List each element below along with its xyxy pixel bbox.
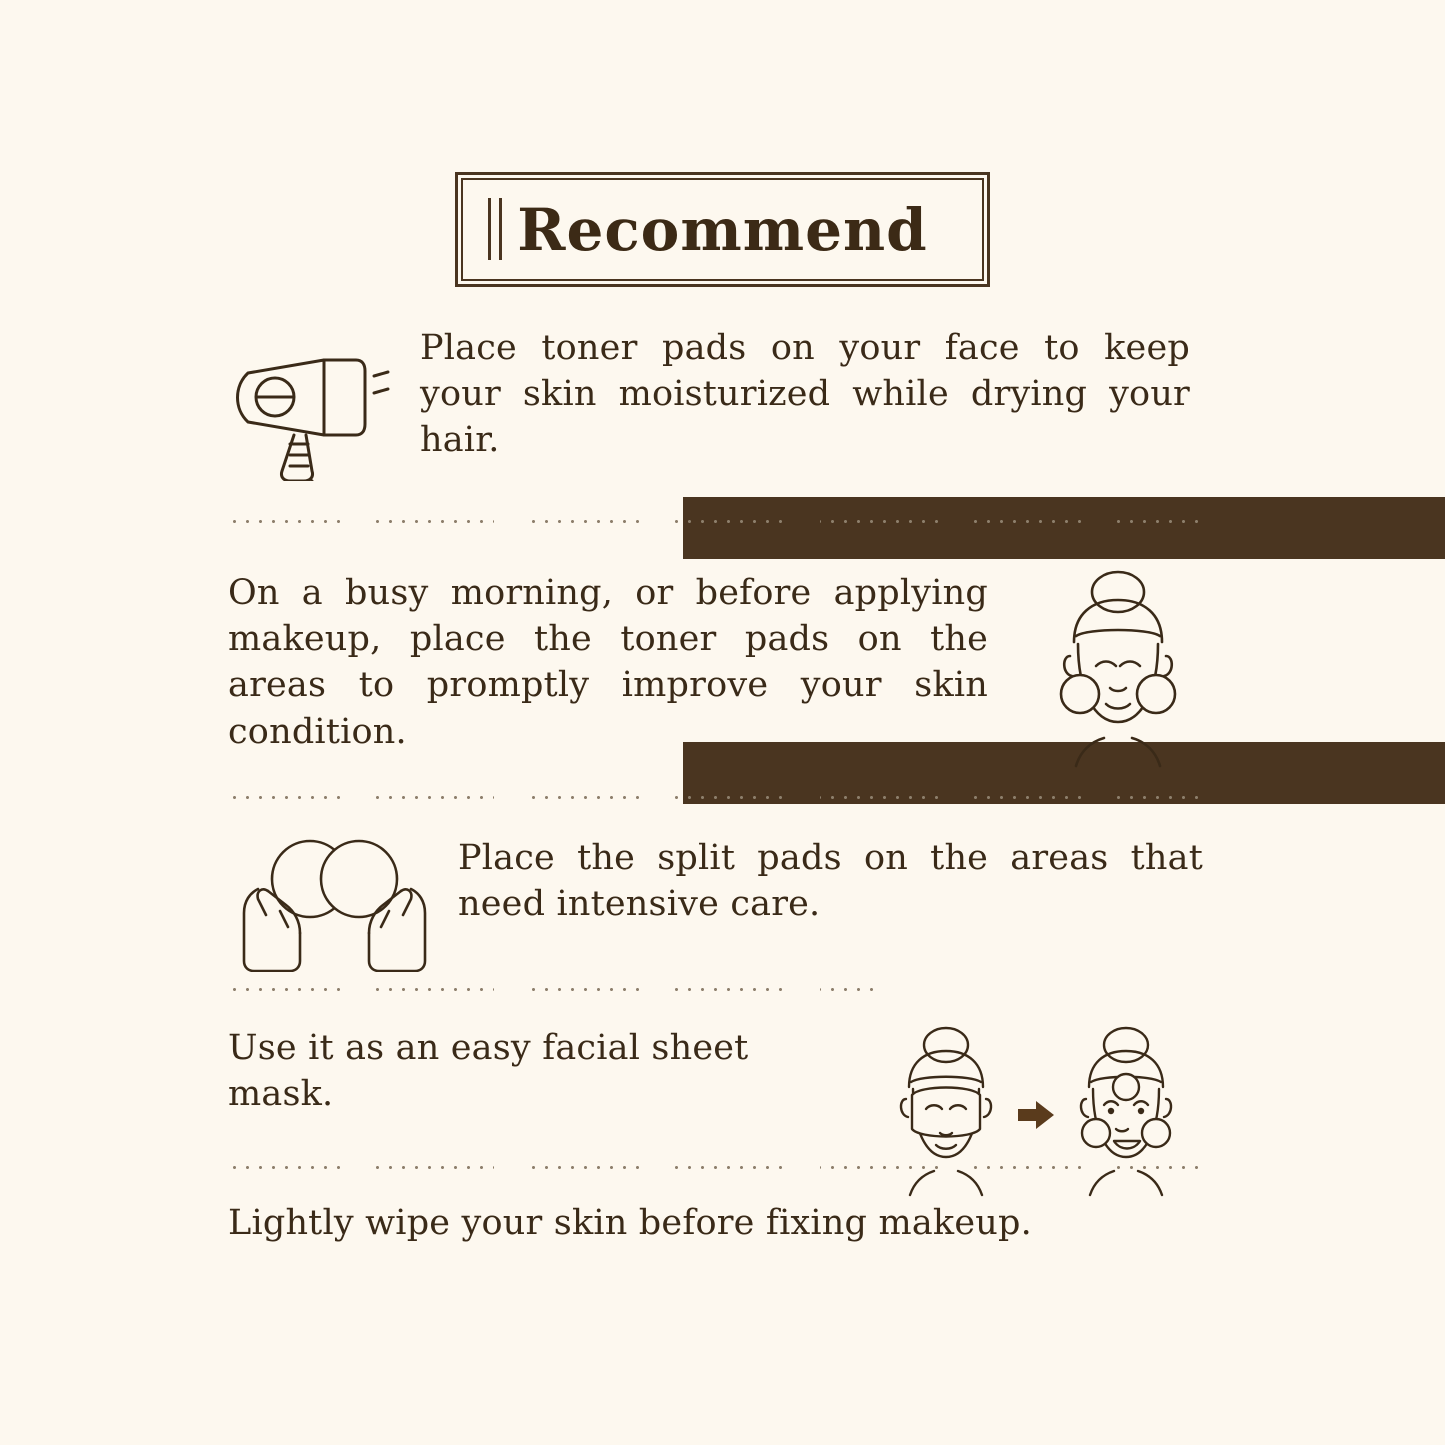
page-title-text: Recommend <box>517 195 928 264</box>
separator-4 <box>228 1166 1203 1169</box>
tip-text-1: Place toner pads on your face to keep your skin moisturized while drying your hair. <box>420 328 1190 461</box>
separator-3 <box>228 988 878 991</box>
tip-text-3: Place the split pads on the areas that need intensive care. <box>458 838 1203 925</box>
face-with-pads-icon <box>1018 570 1218 770</box>
hands-splitting-pad-icon <box>228 837 443 972</box>
tip-row-5 <box>228 1200 1218 1246</box>
tip-text-4: Use it as an easy facial sheet mask. <box>228 1028 749 1115</box>
separator-2 <box>228 796 1203 799</box>
page-title <box>455 172 990 287</box>
tip-row-3 <box>228 835 1218 972</box>
face-sheet-mask-before-after-icon <box>868 1025 1208 1215</box>
tip-text-2: On a busy morning, or before applying makeup, place the toner pads on the areas to promptly improve your skin condition. <box>228 573 988 752</box>
separator-1 <box>228 520 1203 523</box>
tip-row-4 <box>228 1025 1218 1215</box>
title-tick-right-inner <box>683 497 1445 559</box>
tip-row-2 <box>228 570 1218 770</box>
tip-text-5: Lightly wipe your skin before fixing makeup. <box>228 1203 1032 1243</box>
hair-dryer-icon <box>228 331 398 481</box>
tip-row-1 <box>228 325 1218 481</box>
